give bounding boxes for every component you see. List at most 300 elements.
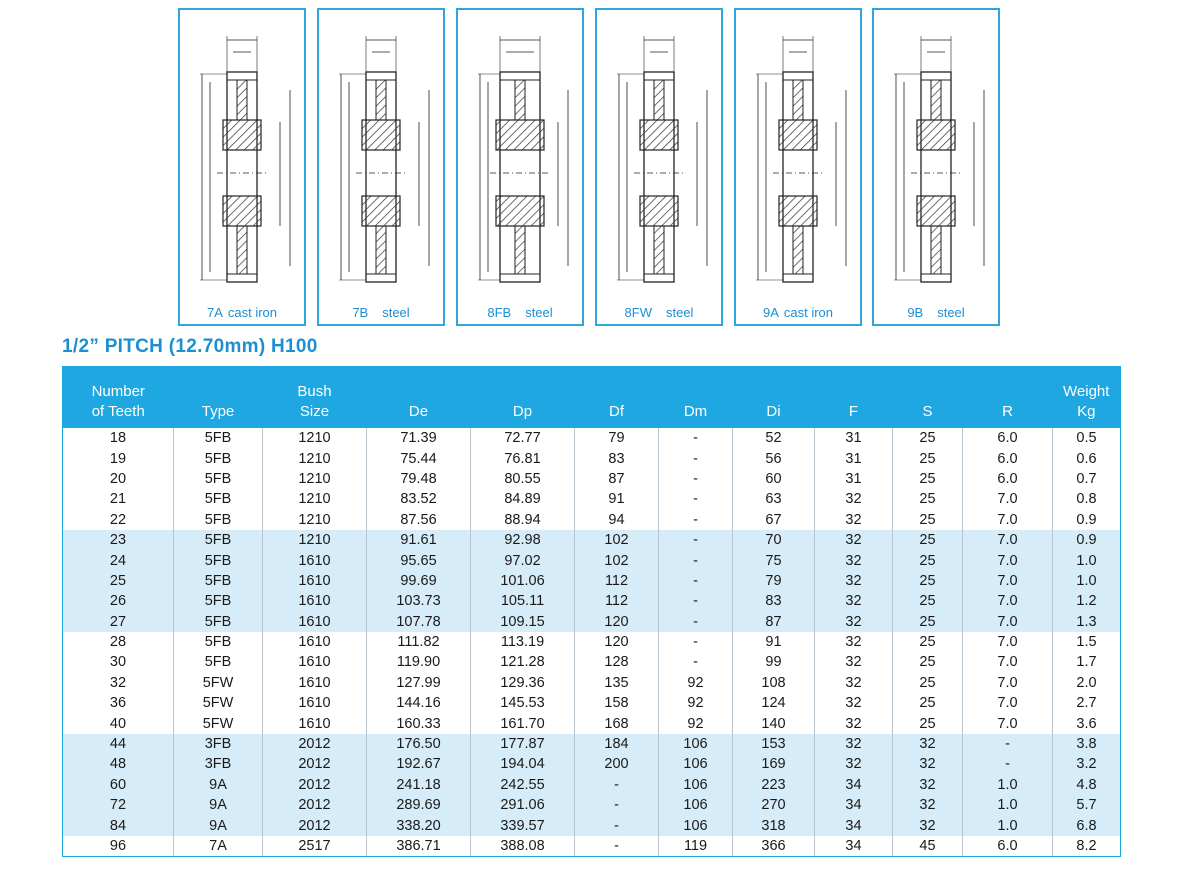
table-cell: 32	[893, 815, 963, 835]
table-cell: 7.0	[963, 489, 1053, 509]
table-cell: 113.19	[471, 632, 575, 652]
table-row	[63, 673, 1121, 693]
table-cell: 289.69	[367, 795, 471, 815]
table-cell: 160.33	[367, 713, 471, 733]
table-cell: 2012	[263, 754, 367, 774]
table-cell: 5FB	[174, 652, 263, 672]
table-cell: 7.0	[963, 652, 1053, 672]
table-cell: 3FB	[174, 734, 263, 754]
table-cell: -	[659, 550, 733, 570]
table-cell: 25	[893, 469, 963, 489]
table-cell: 5FB	[174, 591, 263, 611]
table-cell: 99	[733, 652, 815, 672]
diagram-row	[178, 8, 1008, 330]
table-cell: 19	[109, 450, 127, 467]
pulley-cross-section-drawing	[180, 10, 304, 300]
column-header	[733, 366, 815, 428]
table-cell: 63	[733, 489, 815, 509]
table-cell: 80.55	[471, 469, 575, 489]
column-header-line	[897, 382, 959, 402]
table-cell: 5FB	[174, 489, 263, 509]
column-header-line	[737, 382, 811, 402]
table-cell: 200	[575, 754, 659, 774]
table-cell: 120	[575, 612, 659, 632]
table-cell: 32	[815, 530, 893, 550]
table-cell: 79	[575, 428, 659, 448]
table-cell: 7.0	[963, 632, 1053, 652]
table-cell: 1.0	[1053, 550, 1121, 570]
table-cell: 270	[733, 795, 815, 815]
pulley-cross-section-drawing	[319, 10, 443, 300]
table-cell: 28	[109, 634, 127, 651]
table-cell: 96	[63, 836, 174, 857]
table-cell: 106	[659, 734, 733, 754]
column-header-line	[371, 382, 467, 402]
table-cell: 129.36	[471, 673, 575, 693]
diagram-code: 8FW	[624, 305, 652, 320]
table-cell: 32	[815, 632, 893, 652]
pulley-cross-section-drawing	[874, 10, 998, 300]
table-cell: 1210	[263, 428, 367, 448]
table-cell: 9A	[174, 795, 263, 815]
table-cell: 32	[815, 693, 893, 713]
table-cell: 72	[63, 795, 174, 815]
table-row	[63, 815, 1121, 835]
column-header	[1053, 366, 1121, 428]
table-cell: 1210	[263, 469, 367, 489]
diagram-material: cast iron	[783, 305, 834, 320]
table-cell: 124	[733, 693, 815, 713]
table-cell: 25	[893, 510, 963, 530]
diagram-material: steel	[665, 305, 694, 320]
table-cell: 32	[893, 795, 963, 815]
column-header	[63, 366, 174, 428]
table-cell: 92	[659, 673, 733, 693]
table-cell: 1210	[263, 510, 367, 530]
table-cell: 1610	[263, 550, 367, 570]
table-cell: -	[963, 734, 1053, 754]
table-cell: 25	[893, 612, 963, 632]
table-row	[63, 591, 1121, 611]
table-cell: 5FB	[174, 448, 263, 468]
table-cell: 135	[575, 673, 659, 693]
diagram-caption	[458, 305, 582, 320]
table-row	[63, 795, 1121, 815]
table-cell: 242.55	[471, 775, 575, 795]
table-cell: 1.5	[1053, 632, 1121, 652]
column-header-line: Number	[91, 383, 145, 400]
table-cell: 84	[63, 815, 174, 835]
table-cell: 32	[815, 673, 893, 693]
table-row	[63, 448, 1121, 468]
table-cell: 4.8	[1053, 775, 1121, 795]
table-cell: 75.44	[367, 448, 471, 468]
table-cell: 7.0	[963, 693, 1053, 713]
table-cell: 34	[815, 775, 893, 795]
diagram-panel-7a	[178, 8, 306, 326]
table-cell: 106	[659, 754, 733, 774]
table-cell: -	[659, 591, 733, 611]
table-cell: 7.0	[963, 550, 1053, 570]
table-cell: -	[659, 489, 733, 509]
table-cell: 1210	[263, 489, 367, 509]
column-header	[893, 366, 963, 428]
table-cell: 5FW	[174, 693, 263, 713]
column-header-line: of Teeth	[91, 403, 145, 420]
diagram-material: steel	[382, 305, 410, 320]
table-cell: 75	[733, 550, 815, 570]
table-row	[63, 693, 1121, 713]
column-header	[963, 366, 1053, 428]
table-cell: 92	[659, 693, 733, 713]
table-cell: 7A	[174, 836, 263, 857]
table-cell: 32	[815, 734, 893, 754]
table-cell: 25	[893, 652, 963, 672]
table-row	[63, 550, 1121, 570]
table-cell: 1.0	[963, 775, 1053, 795]
table-cell: 102	[575, 550, 659, 570]
table-cell: 32	[815, 713, 893, 733]
table-header-row	[63, 366, 1121, 428]
table-cell: 99.69	[367, 571, 471, 591]
pulley-cross-section-drawing	[597, 10, 721, 300]
table-cell: 177.87	[471, 734, 575, 754]
table-row	[63, 652, 1121, 672]
table-cell: 105.11	[471, 591, 575, 611]
table-cell: 45	[893, 836, 963, 857]
table-cell: 25	[893, 632, 963, 652]
table-cell: 30	[109, 654, 127, 671]
table-cell: 108	[733, 673, 815, 693]
table-cell: 5FB	[174, 632, 263, 652]
section-heading: 1/2” PITCH (12.70mm) H100	[62, 336, 318, 357]
table-cell: 388.08	[471, 836, 575, 857]
table-cell: 6.0	[963, 469, 1053, 489]
table-cell: 91	[733, 632, 815, 652]
table-cell: 1610	[263, 571, 367, 591]
diagram-caption	[180, 305, 304, 320]
table-row	[63, 754, 1121, 774]
table-cell: 67	[733, 510, 815, 530]
table-cell: 386.71	[367, 836, 471, 857]
table-cell: 112	[575, 591, 659, 611]
table-cell: 8.2	[1053, 836, 1121, 857]
table-row	[63, 734, 1121, 754]
diagram-panel-9a	[734, 8, 862, 326]
table-cell: 26	[63, 591, 174, 611]
table-cell: 339.57	[471, 815, 575, 835]
table-cell: 83	[733, 591, 815, 611]
table-cell: 1210	[263, 448, 367, 468]
table-cell: 112	[575, 571, 659, 591]
table-cell: 0.6	[1053, 448, 1121, 468]
table-cell: 31	[815, 448, 893, 468]
table-cell: 24	[63, 550, 174, 570]
table-cell: 6.0	[963, 448, 1053, 468]
table-cell: 32	[815, 754, 893, 774]
table-cell: 25	[63, 571, 174, 591]
table-cell: 103.73	[367, 591, 471, 611]
column-header-line: Weight	[1063, 383, 1110, 400]
diagram-material: steel	[937, 305, 965, 320]
column-header-line: Df	[609, 403, 624, 420]
table-cell: -	[659, 652, 733, 672]
table-cell: 72.77	[471, 428, 575, 448]
table-cell: 25	[893, 713, 963, 733]
table-cell: 5FB	[174, 469, 263, 489]
table-cell: -	[575, 775, 659, 795]
table-cell: 291.06	[471, 795, 575, 815]
table-cell: 25	[893, 591, 963, 611]
column-header-line	[475, 382, 571, 402]
table-cell: -	[659, 428, 733, 448]
table-cell: 1610	[263, 693, 367, 713]
table-cell: 31	[815, 428, 893, 448]
table-cell: 5.7	[1053, 795, 1121, 815]
table-cell: 0.7	[1053, 469, 1121, 489]
table-cell: 176.50	[367, 734, 471, 754]
table-cell: 97.02	[471, 550, 575, 570]
table-cell: 194.04	[471, 754, 575, 774]
table-cell: 158	[575, 693, 659, 713]
table-cell: 87.56	[367, 510, 471, 530]
table-body	[63, 428, 1121, 857]
table-cell: 5FW	[174, 713, 263, 733]
table-cell: 9A	[174, 815, 263, 835]
table-cell: 32	[893, 775, 963, 795]
table-cell: 2012	[263, 775, 367, 795]
table-cell: 6.0	[963, 428, 1053, 448]
table-cell: 31	[815, 469, 893, 489]
table-cell: 5FB	[174, 428, 263, 448]
column-header-line: Type	[201, 403, 235, 420]
table-cell: 27	[63, 612, 174, 632]
table-cell: 7.0	[963, 713, 1053, 733]
diagram-caption	[874, 305, 998, 320]
table-row	[63, 632, 1121, 652]
table-cell: -	[659, 448, 733, 468]
table-cell: 23	[63, 530, 174, 550]
table-cell: 25	[893, 693, 963, 713]
table-cell: 7.0	[963, 571, 1053, 591]
table-cell: 5FB	[174, 530, 263, 550]
table-cell: -	[659, 571, 733, 591]
table-cell: 83	[575, 448, 659, 468]
table-cell: 1.0	[963, 795, 1053, 815]
table-row	[63, 571, 1121, 591]
table-row	[63, 428, 1121, 448]
table-cell: -	[575, 815, 659, 835]
table-cell: 32	[815, 652, 893, 672]
table-cell: 7.0	[963, 612, 1053, 632]
table-cell: 168	[575, 713, 659, 733]
table-cell: 32	[815, 591, 893, 611]
table-cell: 1610	[263, 713, 367, 733]
column-header-line: S	[922, 403, 933, 420]
diagram-panel-8fw	[595, 8, 723, 326]
spec-table	[62, 366, 1121, 857]
table-cell: 25	[893, 550, 963, 570]
table-cell: 366	[733, 836, 815, 857]
table-cell: 25	[893, 489, 963, 509]
table-cell: -	[963, 754, 1053, 774]
table-cell: 0.9	[1053, 530, 1121, 550]
table-cell: 5FW	[174, 673, 263, 693]
table-cell: 127.99	[367, 673, 471, 693]
table-cell: 0.5	[1053, 428, 1121, 448]
column-header-line: F	[848, 403, 859, 420]
table-cell: 79.48	[367, 469, 471, 489]
table-cell: 92	[659, 713, 733, 733]
column-header-line	[579, 382, 655, 402]
table-cell: 5FB	[174, 550, 263, 570]
table-cell: 338.20	[367, 815, 471, 835]
column-header-line	[967, 382, 1049, 402]
table-cell: 1.7	[1053, 652, 1121, 672]
table-cell: 6.0	[963, 836, 1053, 857]
spec-table-wrapper	[62, 366, 1120, 857]
table-cell: 25	[893, 428, 963, 448]
table-cell: 5FB	[174, 612, 263, 632]
table-cell: 0.8	[1053, 489, 1121, 509]
table-cell: 1610	[263, 591, 367, 611]
column-header	[659, 366, 733, 428]
table-cell: -	[575, 836, 659, 857]
table-cell: 25	[893, 530, 963, 550]
column-header-line: Bush	[297, 383, 332, 400]
table-cell: 1.0	[963, 815, 1053, 835]
table-cell: 22	[109, 511, 127, 528]
table-cell: 9A	[174, 775, 263, 795]
diagram-panel-7b	[317, 8, 445, 326]
diagram-caption	[319, 305, 443, 320]
table-cell: 2517	[263, 836, 367, 857]
table-cell: 25	[893, 448, 963, 468]
table-cell: 128	[575, 652, 659, 672]
table-cell: 2012	[263, 815, 367, 835]
table-cell: 119	[659, 836, 733, 857]
table-cell: 32	[893, 734, 963, 754]
table-cell: 119.90	[367, 652, 471, 672]
table-row	[63, 713, 1121, 733]
table-cell: 91.61	[367, 530, 471, 550]
table-cell: 140	[733, 713, 815, 733]
table-cell: 36	[109, 695, 127, 712]
table-cell: 1610	[263, 652, 367, 672]
table-cell: -	[659, 510, 733, 530]
table-cell: 25	[893, 673, 963, 693]
table-cell: 7.0	[963, 673, 1053, 693]
table-cell: 6.8	[1053, 815, 1121, 835]
table-cell: 70	[733, 530, 815, 550]
table-cell: 91	[575, 489, 659, 509]
table-cell: 40	[109, 715, 127, 732]
table-cell: 1610	[263, 632, 367, 652]
table-cell: 34	[815, 836, 893, 857]
column-header	[367, 366, 471, 428]
table-cell: 2.7	[1053, 693, 1121, 713]
column-header	[815, 366, 893, 428]
column-header-line: R	[1002, 403, 1013, 420]
table-cell: 60	[63, 775, 174, 795]
table-cell: 83.52	[367, 489, 471, 509]
table-cell: 32	[815, 550, 893, 570]
column-header-line: Dm	[683, 403, 708, 420]
diagram-material: cast iron	[227, 305, 278, 320]
column-header-line: Dp	[512, 403, 533, 420]
column-header-line: Kg	[1077, 403, 1096, 420]
diagram-material: steel	[525, 305, 553, 320]
table-cell: 95.65	[367, 550, 471, 570]
table-cell: 153	[733, 734, 815, 754]
column-header	[174, 366, 263, 428]
table-cell: 1.2	[1053, 591, 1121, 611]
table-cell: -	[659, 632, 733, 652]
table-cell: 84.89	[471, 489, 575, 509]
pulley-cross-section-drawing	[736, 10, 860, 300]
table-cell: 0.9	[1053, 510, 1121, 530]
table-cell: 32	[815, 510, 893, 530]
diagram-code: 9A	[762, 305, 779, 320]
table-row	[63, 612, 1121, 632]
table-cell: 121.28	[471, 652, 575, 672]
table-cell: 48	[63, 754, 174, 774]
table-cell: 92.98	[471, 530, 575, 550]
table-cell: 87	[575, 469, 659, 489]
table-cell: 34	[815, 795, 893, 815]
table-cell: 5FB	[174, 571, 263, 591]
table-cell: 34	[815, 815, 893, 835]
table-row	[63, 469, 1121, 489]
column-header-line	[178, 382, 259, 402]
table-cell: 32	[815, 571, 893, 591]
table-cell: 32	[815, 489, 893, 509]
table-cell: 184	[575, 734, 659, 754]
table-cell: 44	[63, 734, 174, 754]
table-cell: 7.0	[963, 510, 1053, 530]
table-cell: 3FB	[174, 754, 263, 774]
table-cell: 1210	[263, 530, 367, 550]
table-cell: 2012	[263, 795, 367, 815]
diagram-code: 7B	[352, 305, 369, 320]
table-row	[63, 530, 1121, 550]
table-cell: 3.8	[1053, 734, 1121, 754]
table-cell: 5FB	[174, 510, 263, 530]
table-cell: 3.2	[1053, 754, 1121, 774]
column-header	[471, 366, 575, 428]
diagram-code: 8FB	[487, 305, 512, 320]
table-cell: 192.67	[367, 754, 471, 774]
table-cell: 7.0	[963, 591, 1053, 611]
table-cell: 2.0	[1053, 673, 1121, 693]
table-cell: 60	[733, 469, 815, 489]
table-cell: 25	[893, 571, 963, 591]
table-cell: -	[659, 530, 733, 550]
table-cell: 223	[733, 775, 815, 795]
column-header-line	[663, 382, 729, 402]
table-cell: 32	[893, 754, 963, 774]
table-cell: 101.06	[471, 571, 575, 591]
column-header-line: Di	[766, 403, 781, 420]
table-cell: 109.15	[471, 612, 575, 632]
table-cell: 3.6	[1053, 713, 1121, 733]
table-cell: 241.18	[367, 775, 471, 795]
table-cell: 111.82	[367, 632, 471, 652]
table-cell: 32	[815, 612, 893, 632]
column-header-line	[819, 382, 889, 402]
table-cell: 106	[659, 815, 733, 835]
diagram-panel-8fb	[456, 8, 584, 326]
